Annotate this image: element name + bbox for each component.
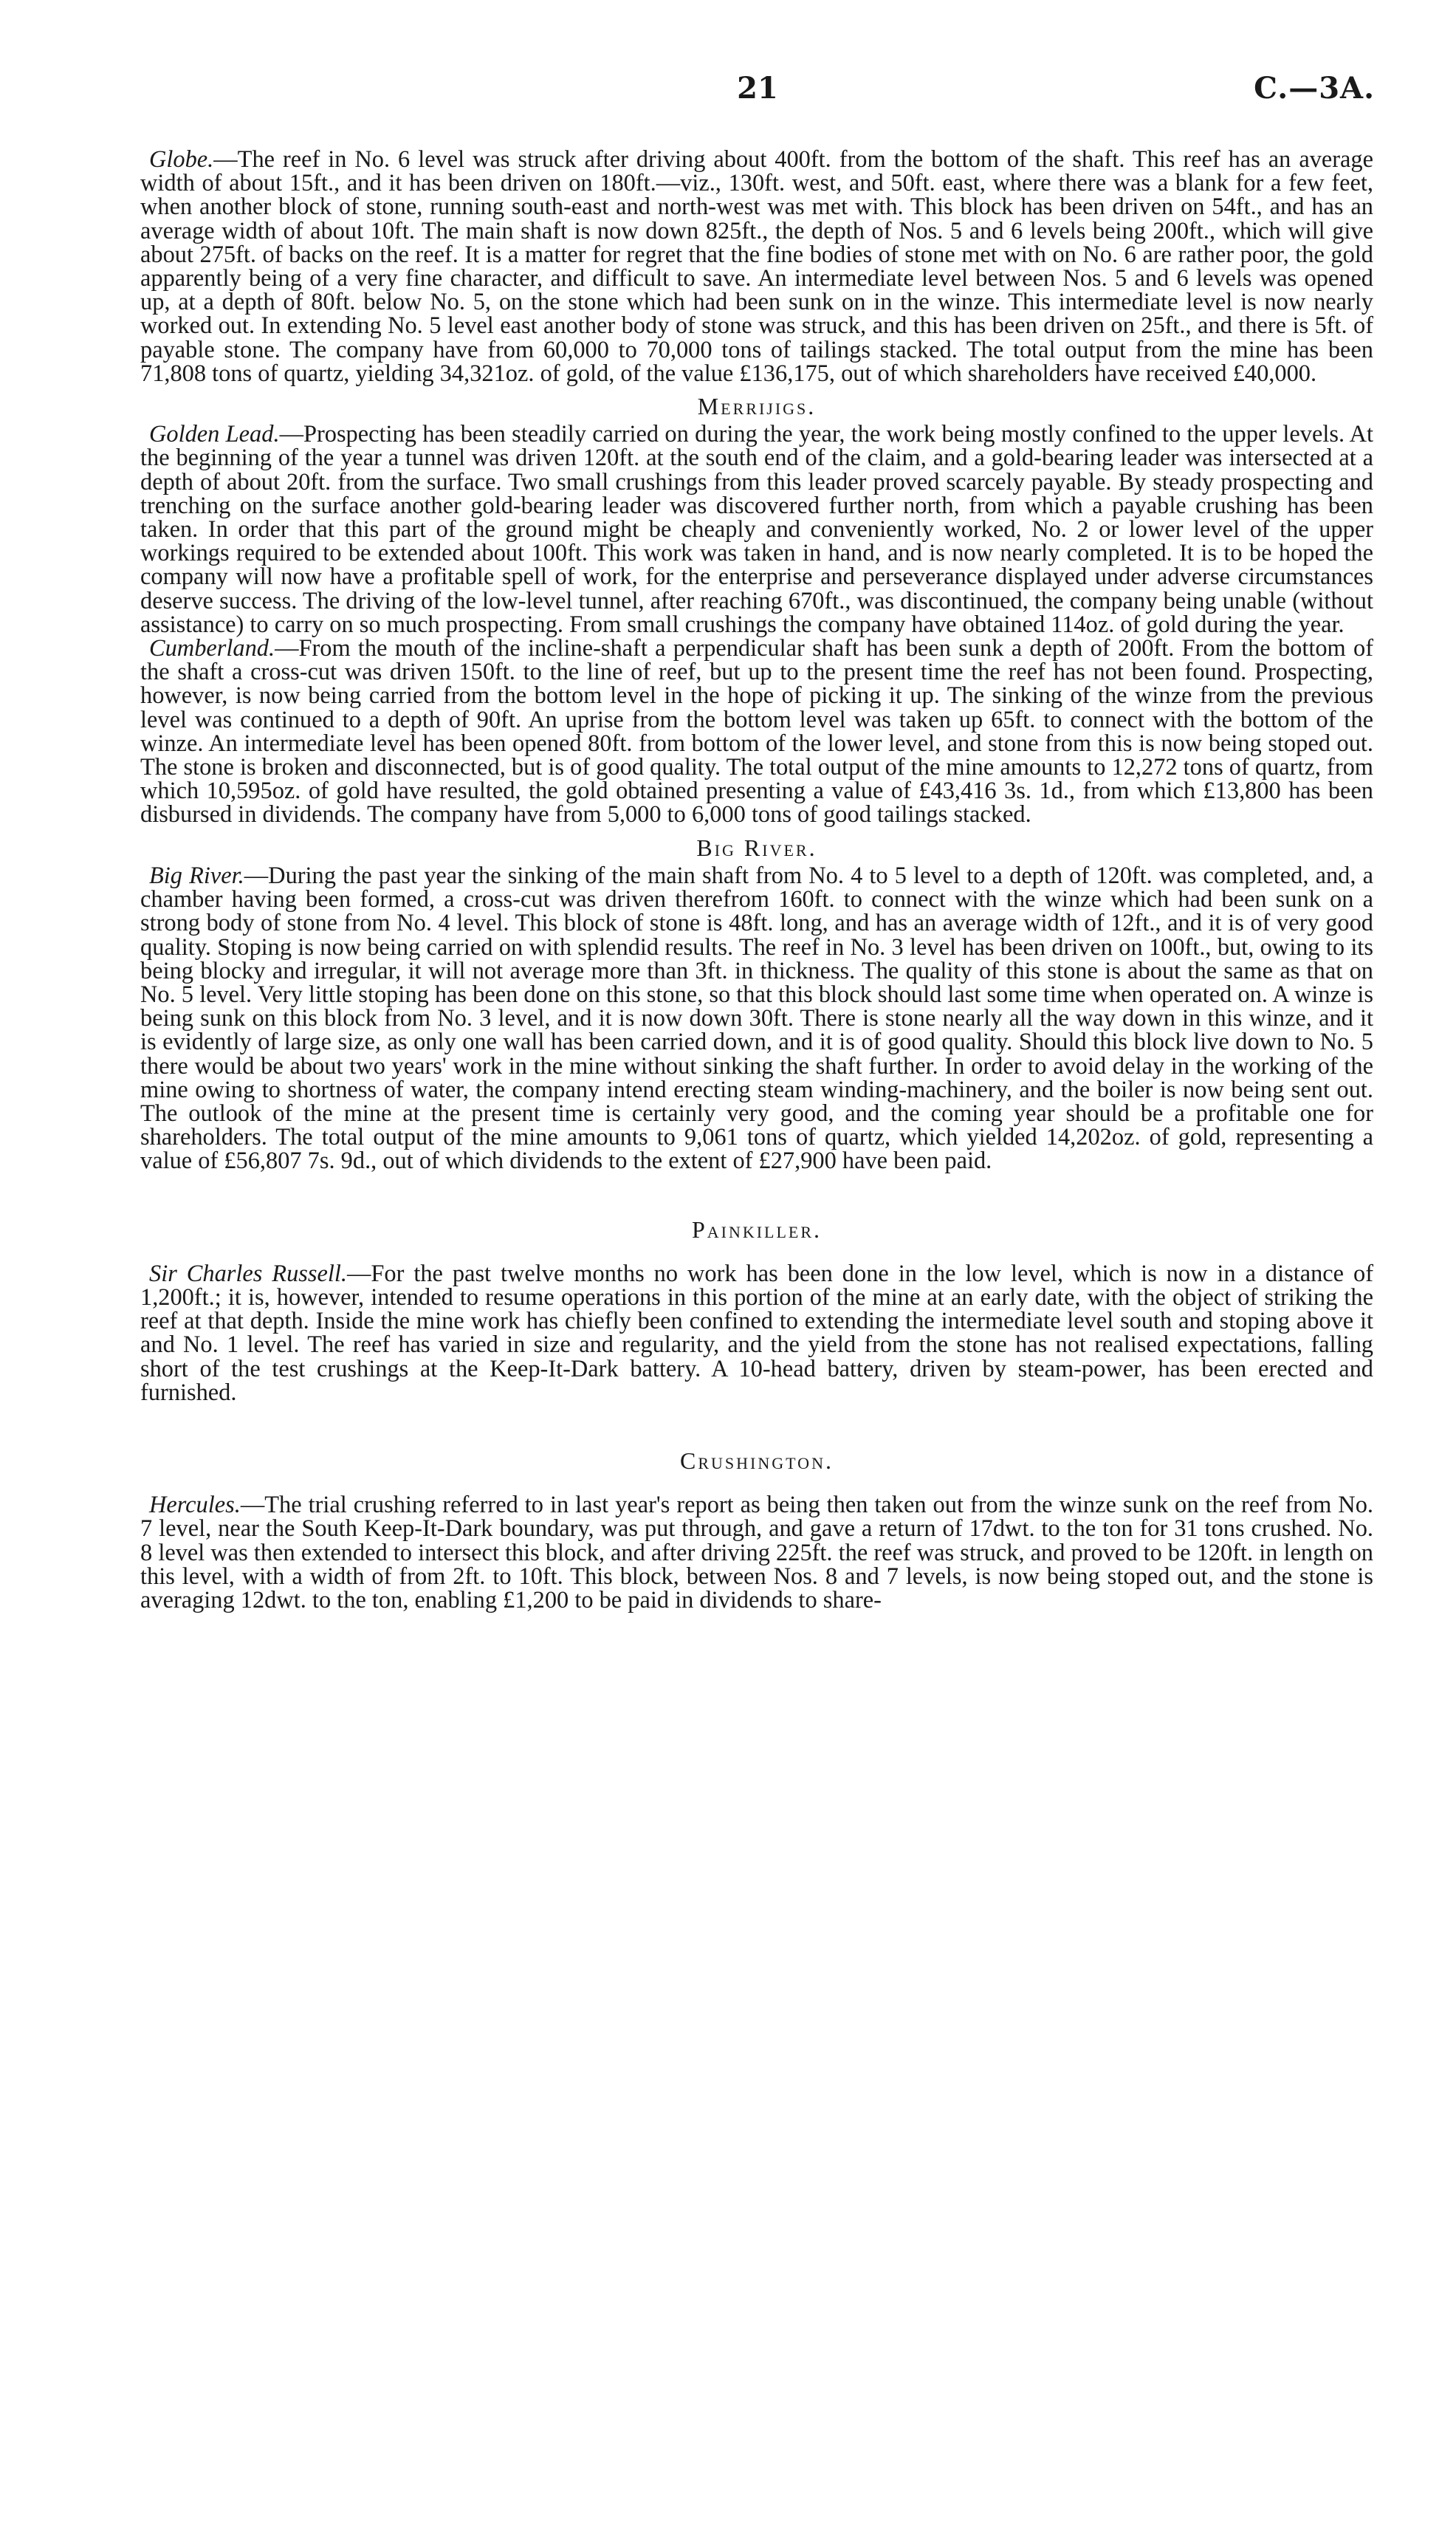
section-heading-merrijigs: Merrijigs.	[697, 393, 817, 420]
paragraph-text: —The trial crushing referred to in last year's report as being then taken out from the winze sunk on the reef from No. 7 level, near the South Keep-It-Dark boundary, was put through, and gave a return of 17dwt. to the ton for 31 tons crushed. No. 8 level was then extended to intersect this block, and after driving 225ft. the reef was struck, and proved to be 120ft. in length on this level, with a width of from 2ft. to 10ft. This block, between Nos. 8 and 7 levels, is now being stoped out, and the stone is averaging 12dwt. to the ton, enabling £1,200 to be paid in dividends to share-	[140, 1492, 1373, 1613]
report-body	[140, 148, 1373, 1612]
paragraph-globe	[140, 148, 1373, 385]
paragraph-text: —From the mouth of the incline-shaft a perpendicular shaft has been sunk a depth of 200ft. From the bottom of the shaft a cross-cut was driven 150ft. to the line of reef, but up to the present time the reef has not been found. Prospecting, however, is now being carried from the bottom level in the hope of picking it up. The sinking of the winze from the previous level was continued to a depth of 90ft. An uprise from the bottom level was taken up 65ft. to connect with the bottom of the winze. An intermediate level has been opened 80ft. from bottom of the lower level, and stone from this is now being stoped out. The stone is broken and disconnected, but is of good quality. The total output of the mine amounts to 12,272 tons of quartz, from which 10,595oz. of gold have resulted, the gold obtained presenting a value of £43,416 3s. 1d., from which £13,800 has been disbursed in dividends. The company have from 5,000 to 6,000 tons of good tailings stacked.	[140, 635, 1373, 829]
section-heading-big-river: Big River.	[696, 834, 817, 861]
paragraph-lead: Cumberland.	[149, 635, 275, 662]
paragraph-text: —During the past year the sinking of the main shaft from No. 4 to 5 level to a depth of 120ft. was completed, and, a chamber having been formed, a cross-cut was driven therefrom 160ft. to connect with the winze which had been sunk on a strong body of stone from No. 4 level. This block of stone is 48ft. long, and has an average width of 12ft., and it is of very good quality. Stoping is now being carried on with splendid results. The reef in No. 3 level has been driven on 100ft., but, owing to its being blocky and irregular, it will not average more than 3ft. in thickness. The quality of this stone is about the same as that on No. 5 level. Very little stoping has been done on this stone, so that this block should last some time when operated on. A winze is being sunk on this block from No. 3 level, and it is now down 30ft. There is stone nearly all the way down in this winze, and it is evidently of large size, as only one wall has been carried down, and it is of good quality. Should this block live down to No. 5 there would be about two years' work in the mine without sinking the shaft further. In order to avoid delay in the working of the mine owing to shortness of water, the company intend erecting steam winding-machinery, and the boiler is now being sent out. The outlook of the mine at the present time is certainly very good, and the coming year should be a profitable one for shareholders. The total output of the mine amounts to 9,061 tons of quartz, which yielded 14,202oz. of gold, representing a value of £56,807 7s. 9d., out of which dividends to the extent of £27,900 have been paid.	[140, 862, 1373, 1175]
paragraph-lead: Globe.	[149, 146, 214, 173]
paragraph-lead: Big River.	[149, 862, 244, 889]
page-number: 21	[737, 71, 778, 106]
paragraph-lead: Sir Charles Russell.	[149, 1260, 347, 1287]
paragraph-sir-charles-russell	[140, 1262, 1373, 1405]
paragraph-lead: Hercules.	[149, 1492, 241, 1519]
page-header	[140, 71, 1375, 115]
paragraph-text: —Prospecting has been steadily carried on during the year, the work being mostly confined to the upper levels. At the beginning of the year a tunnel was driven 120ft. at the south end of the claim, and a gold-bearing leader was intersected at a depth of about 20ft. from the surface. Two small crushings from this leader proved scarcely payable. By steady prospecting and trenching on the surface another gold-bearing leader was discovered further north, from which a payable crushing has been taken. In order that this part of the ground might be cheaply and conveniently worked, No. 2 or lower level of the upper workings required to be extended about 100ft. This work was taken in hand, and is now nearly completed. It is to be hoped the company will now have a profitable spell of work, for the enterprise and perseverance displayed under adverse circumstances deserve success. The driving of the low-level tunnel, after reaching 670ft., was discontinued, the company being unable (without assistance) to carry on so much prospecting. From small crushings the company have obtained 114oz. of gold during the year.	[140, 421, 1373, 638]
section-heading-painkiller: Painkiller.	[691, 1215, 823, 1243]
paragraph-golden-lead	[140, 422, 1373, 637]
paragraph-text: —For the past twelve months no work has been done in the low level, which is now in a distance of 1,200ft.; it is, however, intended to resume operations in this portion of the mine at an early date, with the object of striking the reef at that depth. Inside the mine work has chiefly been confined to extending the intermediate level south and stoping above it and No. 1 level. The reef has varied in size and regularity, and the yield from the stone has not realised expectations, falling short of the test crushings at the Keep-It-Dark battery. A 10-head battery, driven by steam-power, has been erected and furnished.	[140, 1260, 1373, 1406]
section-heading-crushington: Crushington.	[680, 1447, 834, 1474]
document-code: C.—3A.	[1254, 71, 1375, 106]
paragraph-hercules	[140, 1493, 1373, 1612]
paragraph-lead: Golden Lead.	[149, 421, 280, 448]
paragraph-cumberland	[140, 637, 1373, 827]
paragraph-big-river	[140, 864, 1373, 1173]
paragraph-text: —The reef in No. 6 level was struck after driving about 400ft. from the bottom of the shaft. This reef has an average width of about 15ft., and it has been driven on 180ft.—viz., 130ft. west, and 50ft. east, where there was a blank for a few feet, when another block of stone, running south-east and north-west was met with. This block has been driven on 54ft., and has an average width of about 10ft. The main shaft is now down 825ft., the depth of Nos. 5 and 6 levels being 200ft., which will give about 275ft. of backs on the reef. It is a matter for regret that the fine bodies of stone met with on No. 6 are rather poor, the gold apparently being of a very fine character, and difficult to save. An intermediate level between Nos. 5 and 6 levels was opened up, at a depth of 80ft. below No. 5, on the stone which had been sunk on in the winze. This intermediate level is now nearly worked out. In extending No. 5 level east another body of stone was struck, and this has been driven on 25ft., and there is 5ft. of payable stone. The company have from 60,000 to 70,000 tons of tailings stacked. The total output from the mine has been 71,808 tons of quartz, yielding 34,321oz. of gold, of the value £136,175, out of which shareholders have received £40,000.	[140, 146, 1373, 387]
